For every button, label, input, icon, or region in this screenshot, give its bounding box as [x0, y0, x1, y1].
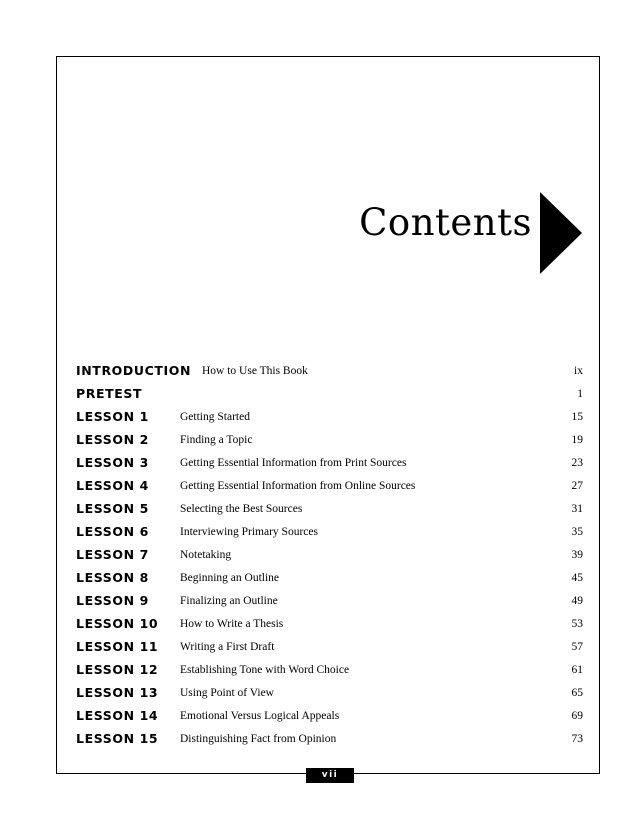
toc-entry-lesson-4[interactable] — [76, 475, 583, 498]
toc-entry-label: LESSON 10 — [76, 616, 159, 631]
toc-entry-title: Using Point of View — [180, 687, 274, 699]
toc-entry-lesson-15[interactable] — [76, 728, 583, 751]
toc-entry-title: How to Write a Thesis — [180, 618, 284, 630]
toc-entry-title: Finding a Topic — [180, 434, 253, 446]
toc-entry-page: 65 — [571, 687, 583, 699]
toc-entry-page: 57 — [571, 641, 583, 653]
toc-entry-page: 45 — [571, 572, 583, 584]
toc-entry-page: ix — [574, 365, 583, 377]
toc-entry-label: LESSON 2 — [76, 432, 149, 447]
toc-entry-page: 39 — [571, 549, 583, 561]
toc-entry-page: 69 — [571, 710, 583, 722]
table-of-contents — [76, 360, 583, 751]
toc-entry-title: Interviewing Primary Sources — [180, 526, 318, 538]
toc-entry-label: LESSON 9 — [76, 593, 149, 608]
toc-entry-lesson-10[interactable] — [76, 613, 583, 636]
toc-entry-page: 27 — [571, 480, 583, 492]
toc-entry-page: 61 — [571, 664, 583, 676]
toc-entry-lesson-7[interactable] — [76, 544, 583, 567]
toc-entry-title: Notetaking — [180, 549, 232, 561]
toc-entry-label: INTRODUCTION — [76, 363, 192, 378]
toc-entry-label: PRETEST — [76, 386, 143, 401]
toc-entry-page: 19 — [571, 434, 583, 446]
toc-entry-page: 23 — [571, 457, 583, 469]
toc-entry-lesson-2[interactable] — [76, 429, 583, 452]
toc-entry-label: LESSON 4 — [76, 478, 149, 493]
toc-entry-page: 35 — [571, 526, 583, 538]
toc-entry-title: Getting Essential Information from Online Sources — [180, 480, 416, 492]
toc-entry-title: Distinguishing Fact from Opinion — [180, 733, 337, 745]
toc-entry-label: LESSON 15 — [76, 731, 159, 746]
page-number: vii — [306, 768, 354, 783]
toc-entry-title: Writing a First Draft — [180, 641, 275, 653]
toc-entry-label: LESSON 6 — [76, 524, 149, 539]
toc-entry-lesson-5[interactable] — [76, 498, 583, 521]
toc-entry-title: Getting Essential Information from Print Sources — [180, 457, 407, 469]
toc-entry-page: 73 — [571, 733, 583, 745]
toc-entry-page: 53 — [571, 618, 583, 630]
page-title: Contents — [359, 201, 532, 244]
toc-entry-introduction[interactable] — [76, 360, 583, 383]
toc-entry-label: LESSON 13 — [76, 685, 159, 700]
toc-entry-title: Finalizing an Outline — [180, 595, 278, 607]
toc-entry-title: Emotional Versus Logical Appeals — [180, 710, 340, 722]
toc-entry-label: LESSON 8 — [76, 570, 149, 585]
toc-entry-label: LESSON 5 — [76, 501, 149, 516]
toc-entry-title: Selecting the Best Sources — [180, 503, 303, 515]
toc-entry-page: 15 — [571, 411, 583, 423]
toc-entry-lesson-3[interactable] — [76, 452, 583, 475]
toc-entry-lesson-14[interactable] — [76, 705, 583, 728]
toc-entry-label: LESSON 3 — [76, 455, 149, 470]
toc-entry-page: 31 — [571, 503, 583, 515]
toc-entry-title: Getting Started — [180, 411, 250, 423]
toc-entry-label: LESSON 7 — [76, 547, 149, 562]
toc-entry-title: Establishing Tone with Word Choice — [180, 664, 350, 676]
toc-entry-lesson-13[interactable] — [76, 682, 583, 705]
toc-entry-lesson-11[interactable] — [76, 636, 583, 659]
toc-entry-label: LESSON 1 — [76, 409, 149, 424]
arrow-right-icon — [540, 192, 582, 274]
toc-entry-pretest[interactable] — [76, 383, 583, 406]
toc-entry-lesson-8[interactable] — [76, 567, 583, 590]
toc-entry-lesson-1[interactable] — [76, 406, 583, 429]
toc-entry-title: How to Use This Book — [202, 365, 308, 377]
toc-entry-page: 49 — [571, 595, 583, 607]
toc-entry-label: LESSON 14 — [76, 708, 159, 723]
toc-entry-label: LESSON 11 — [76, 639, 159, 654]
toc-entry-page: 1 — [577, 388, 583, 400]
toc-entry-label: LESSON 12 — [76, 662, 159, 677]
toc-entry-title: Beginning an Outline — [180, 572, 280, 584]
toc-entry-lesson-12[interactable] — [76, 659, 583, 682]
toc-entry-lesson-6[interactable] — [76, 521, 583, 544]
toc-entry-lesson-9[interactable] — [76, 590, 583, 613]
